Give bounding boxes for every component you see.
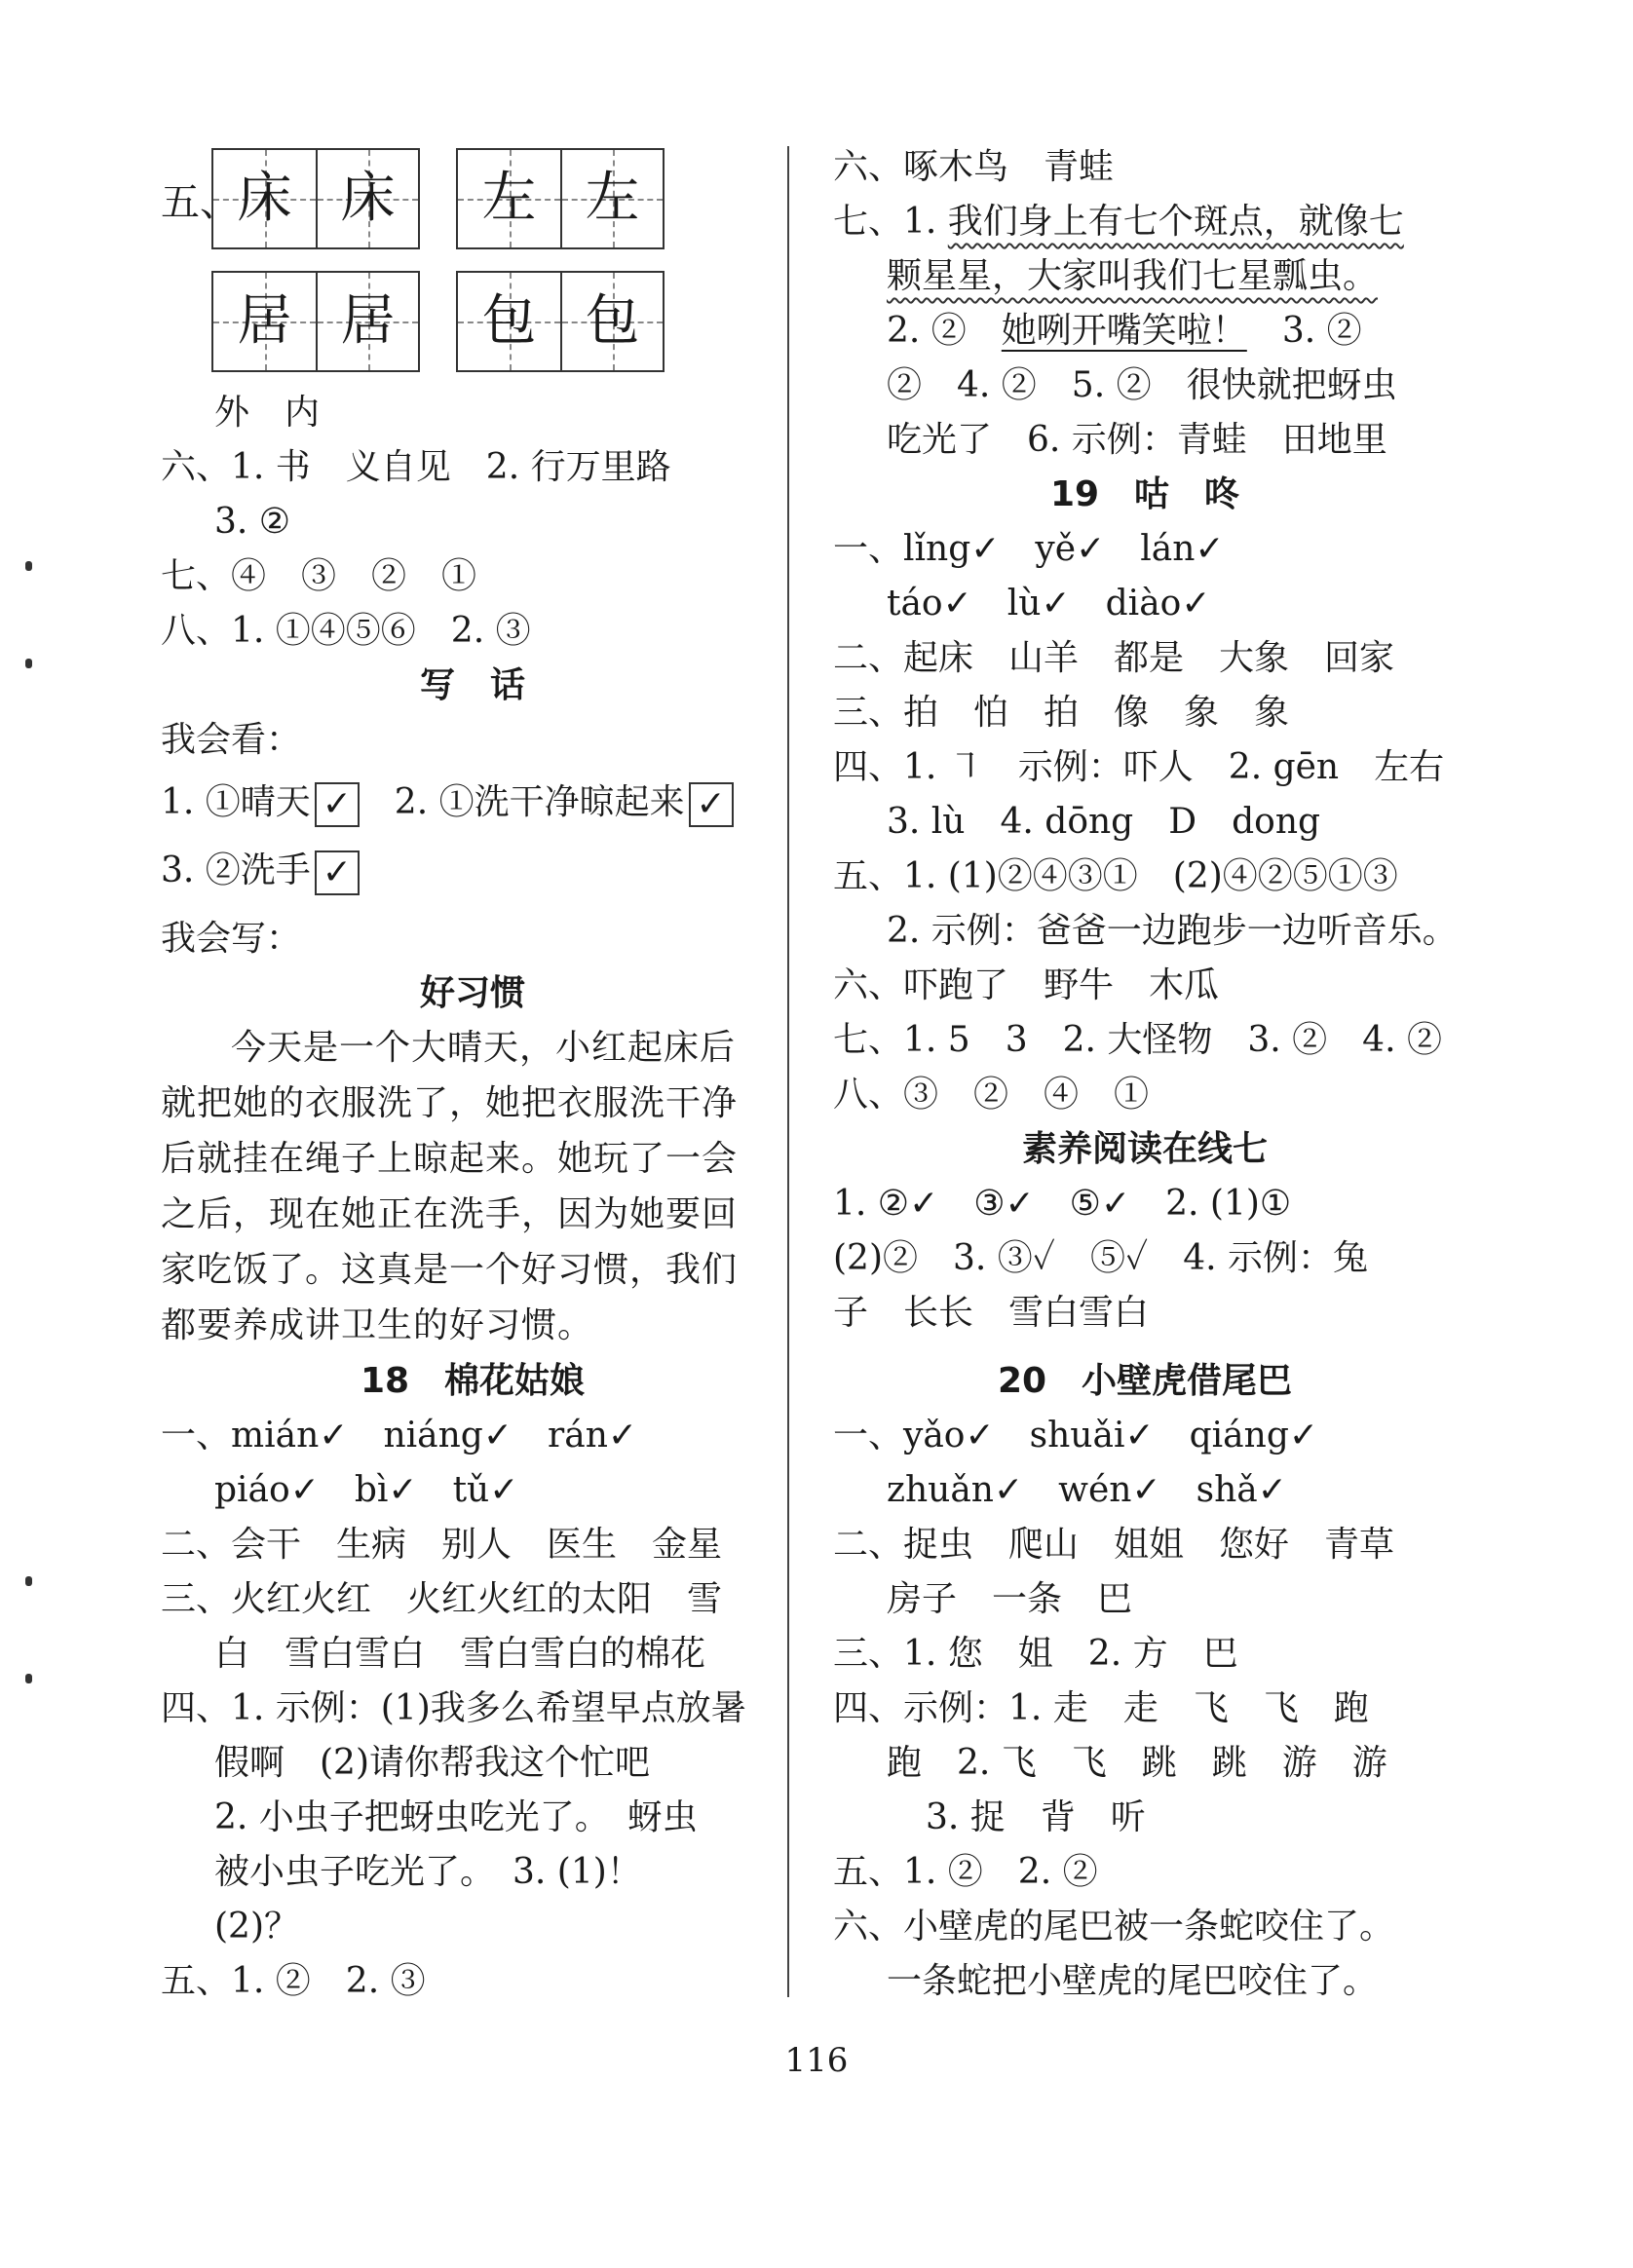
answer-line: 二、捉虫 爬山 姐姐 您好 青草 xyxy=(833,1525,1395,1565)
answer-line: ② 4. ② 5. ② 很快就把蚜虫 xyxy=(887,365,1397,405)
answer-text: 2. ② xyxy=(887,311,1002,351)
answer-line: 2. 小虫子把蚜虫吃光了。 蚜虫 xyxy=(214,1797,698,1837)
answer-line: 被小虫子吃光了。 3. (1)！ xyxy=(214,1852,642,1892)
grid-cell: 居 xyxy=(316,273,418,370)
section-heading-19: 19 咕 咚 xyxy=(1049,474,1240,514)
answer-line: 我会写： xyxy=(161,919,302,959)
char-grid xyxy=(456,271,665,372)
section-heading-18: 18 棉花姑娘 xyxy=(360,1361,586,1401)
column-divider xyxy=(787,146,789,1997)
answer-line: 一、mián✓ niáng✓ rán✓ xyxy=(161,1416,638,1455)
grid-cell: 左 xyxy=(458,150,560,247)
section-label-wu: 五、 xyxy=(161,180,239,225)
answer-line: 3. lù 4. dōng D dong xyxy=(887,802,1321,842)
answer-line: 3. 捉 背 听 xyxy=(926,1797,1146,1837)
answer-line: 七、1. 5 3 2. 大怪物 3. ② 4. ② xyxy=(833,1020,1442,1060)
check-box: ✓ xyxy=(689,782,734,827)
answer-line: 五、1. ② 2. ③ xyxy=(161,1961,426,2001)
answer-line: 吃光了 6. 示例：青蛙 田地里 xyxy=(887,420,1387,460)
grid-cell: 居 xyxy=(213,273,316,370)
answer-line: 白 雪白雪白 雪白雪白的棉花 xyxy=(214,1634,706,1674)
section-heading-xiehua: 写 话 xyxy=(419,665,525,705)
answer-line: 2. 示例：爸爸一边跑步一边听音乐。 xyxy=(887,911,1458,951)
underlined-answer: 颗星星，大家叫我们七星瓢虫。 xyxy=(887,256,1379,296)
char-grid xyxy=(456,148,665,249)
grid-cell: 包 xyxy=(458,273,560,370)
answer-line: 3. ② xyxy=(214,502,291,542)
essay-title: 好习惯 xyxy=(419,973,525,1013)
answer-line: 六、1. 书 义自见 2. 行万里路 xyxy=(161,447,671,487)
answer-line: 四、1. ㇕ 示例：吓人 2. gēn 左右 xyxy=(833,747,1445,787)
answer-line: piáo✓ bì✓ tǔ✓ xyxy=(214,1470,519,1510)
answer-line: (2)② 3. ③✓ ⑤✓ 4. 示例：兔 xyxy=(833,1238,1369,1278)
essay-body: 今天是一个大晴天，小红起床后就把她的衣服洗了，她把衣服洗干净后就挂在绳子上晾起来。她玩了一会之后，现在她正在洗手，因为她要回家吃饭了。这真是一个好习惯，我们都要养成讲卫生的好习惯。 xyxy=(161,1028,739,1345)
answer-line: zhuǎn✓ wén✓ shǎ✓ xyxy=(887,1470,1287,1510)
answer-text: 3. ② xyxy=(1246,311,1362,351)
char-grid xyxy=(211,271,420,372)
answer-line: 五、1. (1)②④③① (2)④②⑤①③ xyxy=(833,856,1398,896)
answer-line: 房子 一条 巴 xyxy=(887,1579,1133,1619)
answer-text: 1. ①晴天 xyxy=(161,782,311,822)
page-number: 116 xyxy=(784,2041,849,2080)
answer-line: 二、会干 生病 别人 医生 金星 xyxy=(161,1525,723,1565)
answer-line: 跑 2. 飞 飞 跳 跳 游 游 xyxy=(887,1743,1387,1783)
answer-line xyxy=(833,195,1404,249)
answer-line: 一、yǎo✓ shuǎi✓ qiáng✓ xyxy=(833,1416,1319,1455)
answer-line: 1. ②✓ ③✓ ⑤✓ 2. (1)① xyxy=(833,1184,1292,1224)
answer-line: 八、③ ② ④ ① xyxy=(833,1075,1150,1115)
answer-line: 八、1. ①④⑤⑥ 2. ③ xyxy=(161,611,531,651)
answer-line: 假啊 (2)请你帮我这个忙吧 xyxy=(214,1743,650,1783)
answer-line xyxy=(161,775,734,830)
answer-line: 四、1. 示例：(1)我多么希望早点放暑 xyxy=(161,1688,746,1728)
answer-line: 子 长长 雪白雪白 xyxy=(833,1293,1150,1333)
grid-cell: 床 xyxy=(213,150,316,247)
grid-cell: 左 xyxy=(560,150,663,247)
margin-mark xyxy=(25,561,32,571)
underlined-answer: 她咧开嘴笑啦！ xyxy=(1001,311,1247,351)
answer-line: (2)？ xyxy=(214,1907,299,1947)
answer-line: 一条蛇把小壁虎的尾巴咬住了。 xyxy=(887,1961,1379,2001)
answer-line xyxy=(161,844,360,898)
margin-mark xyxy=(25,1576,32,1586)
answer-line: 四、示例：1. 走 走 飞 飞 跑 xyxy=(833,1688,1369,1728)
answer-text: 3. ②洗手 xyxy=(161,850,311,890)
answer-line: 五、1. ② 2. ② xyxy=(833,1852,1098,1892)
answer-line: 我会看： xyxy=(161,720,302,760)
answer-line xyxy=(887,304,1362,359)
answer-line: 外 内 xyxy=(214,393,321,433)
answer-line: 三、1. 您 姐 2. 方 巴 xyxy=(833,1634,1238,1674)
answer-line: 六、吓跑了 野牛 木瓜 xyxy=(833,965,1220,1005)
answer-line: 六、啄木鸟 青蛙 xyxy=(833,147,1115,187)
answer-text: 2. ①洗干净晾起来 xyxy=(359,782,685,822)
section-heading-20: 20 小壁虎借尾巴 xyxy=(997,1361,1293,1401)
answer-line: 六、小壁虎的尾巴被一条蛇咬住了。 xyxy=(833,1907,1395,1947)
check-box: ✓ xyxy=(315,850,360,895)
margin-mark xyxy=(25,1674,32,1683)
underlined-answer: 我们身上有七个斑点，就像七 xyxy=(947,202,1404,242)
answer-line: 二、起床 山羊 都是 大象 回家 xyxy=(833,638,1395,678)
answer-line: 三、火红火红 火红火红的太阳 雪 xyxy=(161,1579,723,1619)
answer-text: 七、1. xyxy=(833,202,948,242)
answer-line xyxy=(887,249,1378,304)
section-heading-read7: 素养阅读在线七 xyxy=(1021,1129,1268,1169)
grid-cell: 床 xyxy=(316,150,418,247)
answer-line: 三、拍 怕 拍 像 象 象 xyxy=(833,693,1290,733)
answer-line: 一、lǐng✓ yě✓ lán✓ xyxy=(833,529,1225,569)
answer-line: 七、④ ③ ② ① xyxy=(161,556,477,596)
margin-mark xyxy=(25,659,32,668)
check-box: ✓ xyxy=(315,782,360,827)
char-grid xyxy=(211,148,420,249)
grid-cell: 包 xyxy=(560,273,663,370)
answer-line: táo✓ lù✓ diào✓ xyxy=(887,584,1211,624)
